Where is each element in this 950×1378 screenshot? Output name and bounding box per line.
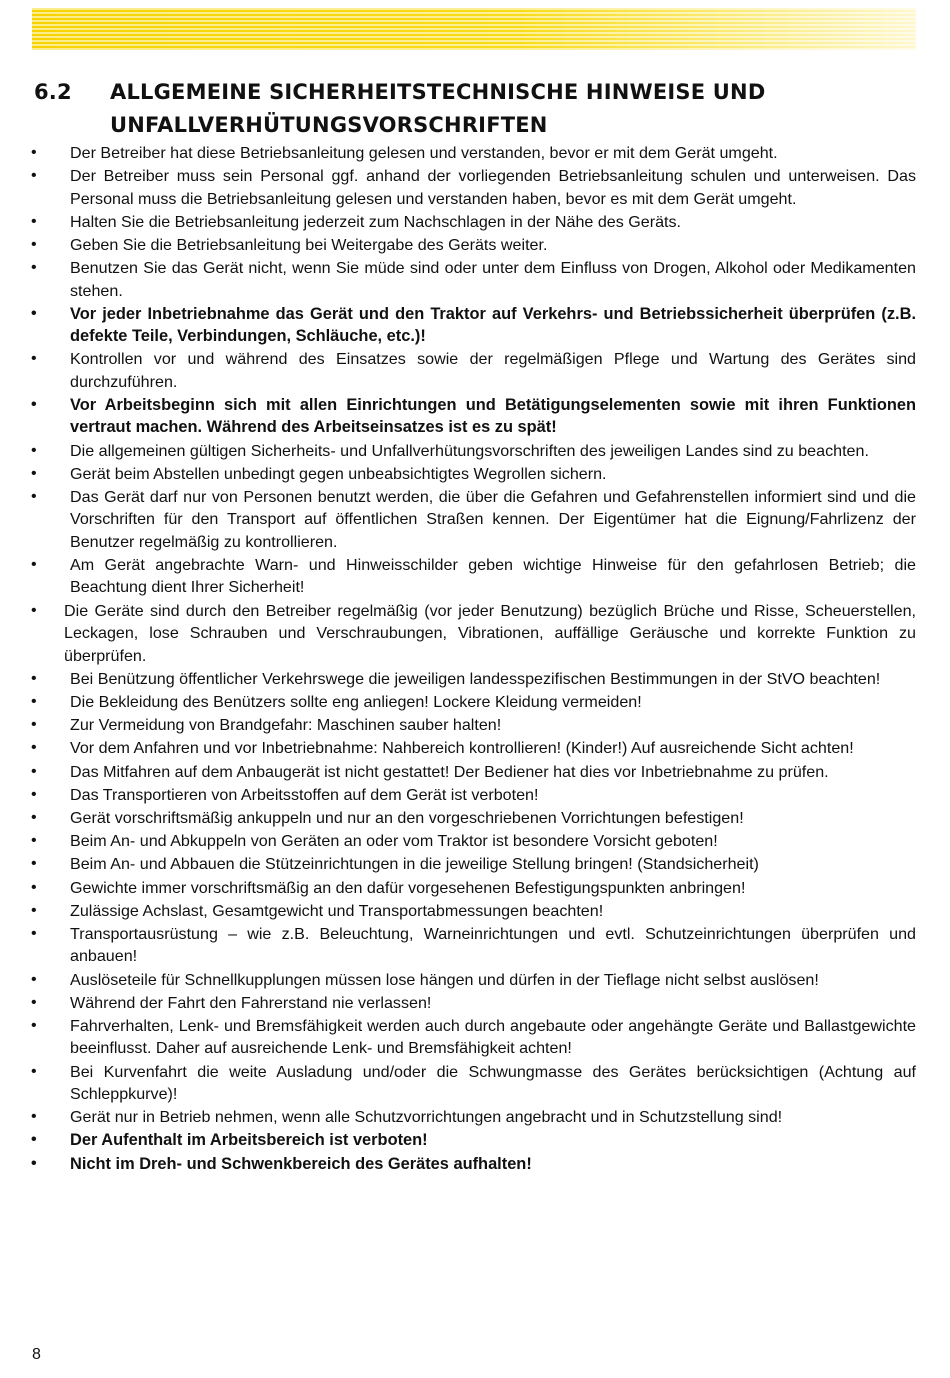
list-item [0, 900, 916, 922]
list-item-text: Die Geräte sind durch den Betreiber regelmäßig (vor jeder Benutzung) bezüglich Brüche und Risse, Scheuerstellen, Leckagen, lose Schrauben und Verschraubungen, Vibrationen, auffällige Geräusche und korrekte Funktion zu überprüfen. [64, 601, 916, 665]
list-item-text: Benutzen Sie das Gerät nicht, wenn Sie müde sind oder unter dem Einfluss von Drogen, Alkohol oder Medikamenten stehen. [70, 259, 916, 300]
list-item-text: Das Transportieren von Arbeitsstoffen auf dem Gerät ist verboten! [70, 785, 539, 804]
list-item-text: Geben Sie die Betriebsanleitung bei Weitergabe des Geräts weiter. [70, 236, 548, 255]
list-item [0, 211, 916, 233]
list-item [0, 691, 916, 713]
list-item-text: Kontrollen vor und während des Einsatzes sowie der regelmäßigen Pflege und Wartung des Gerätes sind durchzuführen. [70, 350, 916, 391]
bullet-icon: • [31, 212, 37, 230]
bullet-icon: • [31, 1154, 37, 1172]
list-item-text: Der Aufenthalt im Arbeitsbereich ist verboten! [70, 1131, 428, 1150]
list-item [0, 923, 916, 968]
list-item [0, 257, 916, 302]
bullet-icon: • [31, 601, 37, 619]
list-item-text: Vor dem Anfahren und vor Inbetriebnahme: Nahbereich kontrollieren! (Kinder!) Auf ausreichende Sicht achten! [70, 739, 854, 758]
list-item-text: Vor Arbeitsbeginn sich mit allen Einrichtungen und Betätigungselementen sowie mit ihren Funktionen vertraut machen. Während des Arbeitseinsatzes ist es zu spät! [70, 396, 916, 437]
list-item [0, 807, 916, 829]
safety-rules-list [0, 142, 950, 1176]
list-item-text: Vor jeder Inbetriebnahme das Gerät und den Traktor auf Verkehrs- und Betriebssicherheit überprüfen (z.B. defekte Teile, Verbindungen, Schläuche, etc.)! [70, 304, 916, 346]
list-item [0, 554, 916, 599]
bullet-icon: • [31, 1016, 37, 1034]
list-item-text: Das Mitfahren auf dem Anbaugerät ist nicht gestattet! Der Bediener hat dies vor Inbetriebnahme zu prüfen. [70, 762, 829, 781]
bullet-icon: • [31, 488, 37, 506]
list-item [0, 486, 916, 553]
bullet-icon: • [31, 785, 37, 803]
list-item-text: Am Gerät angebrachte Warn- und Hinweisschilder geben wichtige Hinweise für den gefahrlosen Betrieb; die Beachtung dient Ihrer Sicherheit! [70, 556, 916, 597]
bullet-icon: • [31, 350, 37, 368]
list-item-text: Gerät nur in Betrieb nehmen, wenn alle Schutzvorrichtungen angebracht und in Schutzstellung sind! [70, 1108, 783, 1127]
bullet-icon: • [31, 970, 37, 988]
bullet-icon: • [31, 808, 37, 826]
section-heading [34, 76, 914, 142]
bullet-icon: • [31, 855, 37, 873]
list-item-text: Bei Benützung öffentlicher Verkehrswege die jeweiligen landesspezifischen Bestimmungen in der StVO beachten! [70, 669, 881, 688]
list-item [0, 1153, 916, 1175]
list-item [0, 142, 916, 164]
bullet-icon: • [31, 1062, 37, 1080]
list-item-text: Nicht im Dreh- und Schwenkbereich des Gerätes aufhalten! [70, 1154, 532, 1173]
list-item [0, 234, 916, 256]
bullet-icon: • [31, 669, 37, 687]
list-item-text: Auslöseteile für Schnellkupplungen müssen lose hängen und dürfen in der Tieflage nicht selbst auslösen! [70, 970, 819, 989]
section-title-line-1: ALLGEMEINE SICHERHEITSTECHNISCHE HINWEISE UND [110, 80, 766, 104]
bullet-icon: • [31, 144, 37, 161]
list-item [0, 394, 916, 439]
bullet-icon: • [31, 924, 37, 942]
list-item [0, 714, 916, 736]
bullet-icon: • [31, 556, 37, 574]
list-item-text: Der Betreiber muss sein Personal ggf. anhand der vorliegenden Betriebsanleitung schulen und unterweisen. Das Personal muss die Betriebsanleitung gelesen und verstanden haben, bevor es mit dem Gerät umgeht. [70, 167, 916, 208]
list-item-text: Zulässige Achslast, Gesamtgewicht und Transportabmessungen beachten! [70, 901, 604, 920]
bullet-icon: • [31, 1131, 37, 1149]
list-item [0, 853, 916, 875]
list-item-text: Gewichte immer vorschriftsmäßig an den dafür vorgesehenen Befestigungspunkten anbringen! [70, 878, 746, 897]
list-item [0, 1015, 916, 1060]
list-item [0, 992, 916, 1014]
header-color-bar [32, 8, 916, 50]
bullet-icon: • [31, 236, 37, 254]
list-item-text: Halten Sie die Betriebsanleitung jederzeit zum Nachschlagen in der Nähe des Geräts. [70, 212, 682, 231]
bullet-icon: • [31, 396, 37, 414]
list-item [0, 1129, 916, 1151]
bullet-icon: • [31, 692, 37, 710]
list-item-text: Fahrverhalten, Lenk- und Bremsfähigkeit werden auch durch angebaute oder angehängte Geräte und Ballastgewichte beeinflusst. Daher auf ausreichende Lenk- und Bremsfähigkeit achten! [70, 1016, 916, 1058]
bullet-icon: • [31, 1108, 37, 1126]
bullet-icon: • [31, 739, 37, 757]
list-item [0, 600, 916, 667]
bullet-icon: • [31, 464, 37, 482]
list-item [0, 463, 916, 485]
list-item-text: Beim An- und Abkuppeln von Geräten an oder vom Traktor ist besondere Vorsicht geboten! [70, 832, 718, 851]
list-item [0, 737, 916, 759]
list-item-text: Transportausrüstung – wie z.B. Beleuchtung, Warneinrichtungen und evtl. Schutzeinrichtungen überprüfen und anbauen! [70, 924, 916, 966]
bullet-icon: • [31, 993, 37, 1011]
section-number: 6.2 [34, 80, 72, 104]
list-item-text: Der Betreiber hat diese Betriebsanleitung gelesen und verstanden, bevor er mit dem Gerät umgeht. [70, 144, 778, 162]
bullet-icon: • [31, 441, 37, 459]
list-item-text: Beim An- und Abbauen die Stützeinrichtungen in die jeweilige Stellung bringen! (Standsicherheit) [70, 855, 759, 874]
list-item [0, 1061, 916, 1106]
bullet-icon: • [31, 259, 37, 277]
section-title-line-2: UNFALLVERHÜTUNGSVORSCHRIFTEN [110, 113, 548, 137]
list-item-text: Die allgemeinen gültigen Sicherheits- und Unfallverhütungsvorschriften des jeweiligen Landes sind zu beachten. [70, 441, 869, 460]
list-item [0, 761, 916, 783]
bullet-icon: • [31, 878, 37, 896]
bullet-icon: • [31, 716, 37, 734]
list-item [0, 303, 916, 348]
list-item-text: Gerät beim Abstellen unbedingt gegen unbeabsichtigtes Wegrollen sichern. [70, 464, 607, 483]
list-item-text: Zur Vermeidung von Brandgefahr: Maschinen sauber halten! [70, 716, 502, 735]
list-item [0, 877, 916, 899]
list-item [0, 440, 916, 462]
bullet-icon: • [31, 762, 37, 780]
bullet-icon: • [31, 304, 37, 322]
list-item-text: Bei Kurvenfahrt die weite Ausladung und/oder die Schwungmasse des Gerätes berücksichtigen (Achtung auf Schleppkurve)! [70, 1062, 916, 1103]
bullet-icon: • [31, 832, 37, 850]
list-item-text: Das Gerät darf nur von Personen benutzt werden, die über die Gefahren und Gefahrenstellen informiert sind und die Vorschriften für den Transport auf öffentlichen Straßen kennen. Der Eigentümer hat die Eignung/Fahrlizenz der Benutzer regelmäßig zu kontrollieren. [70, 488, 916, 551]
list-item-text: Gerät vorschriftsmäßig ankuppeln und nur an den vorgeschriebenen Vorrichtungen befestigen! [70, 808, 744, 827]
list-item-text: Während der Fahrt den Fahrerstand nie verlassen! [70, 993, 432, 1012]
list-item [0, 1106, 916, 1128]
bullet-icon: • [31, 901, 37, 919]
bullet-icon: • [31, 167, 37, 185]
list-item-text: Die Bekleidung des Benützers sollte eng anliegen! Lockere Kleidung vermeiden! [70, 692, 642, 711]
list-item [0, 969, 916, 991]
list-item [0, 348, 916, 393]
list-item [0, 784, 916, 806]
list-item [0, 668, 916, 690]
page-number: 8 [32, 1346, 41, 1363]
list-item [0, 830, 916, 852]
list-item [0, 165, 916, 210]
